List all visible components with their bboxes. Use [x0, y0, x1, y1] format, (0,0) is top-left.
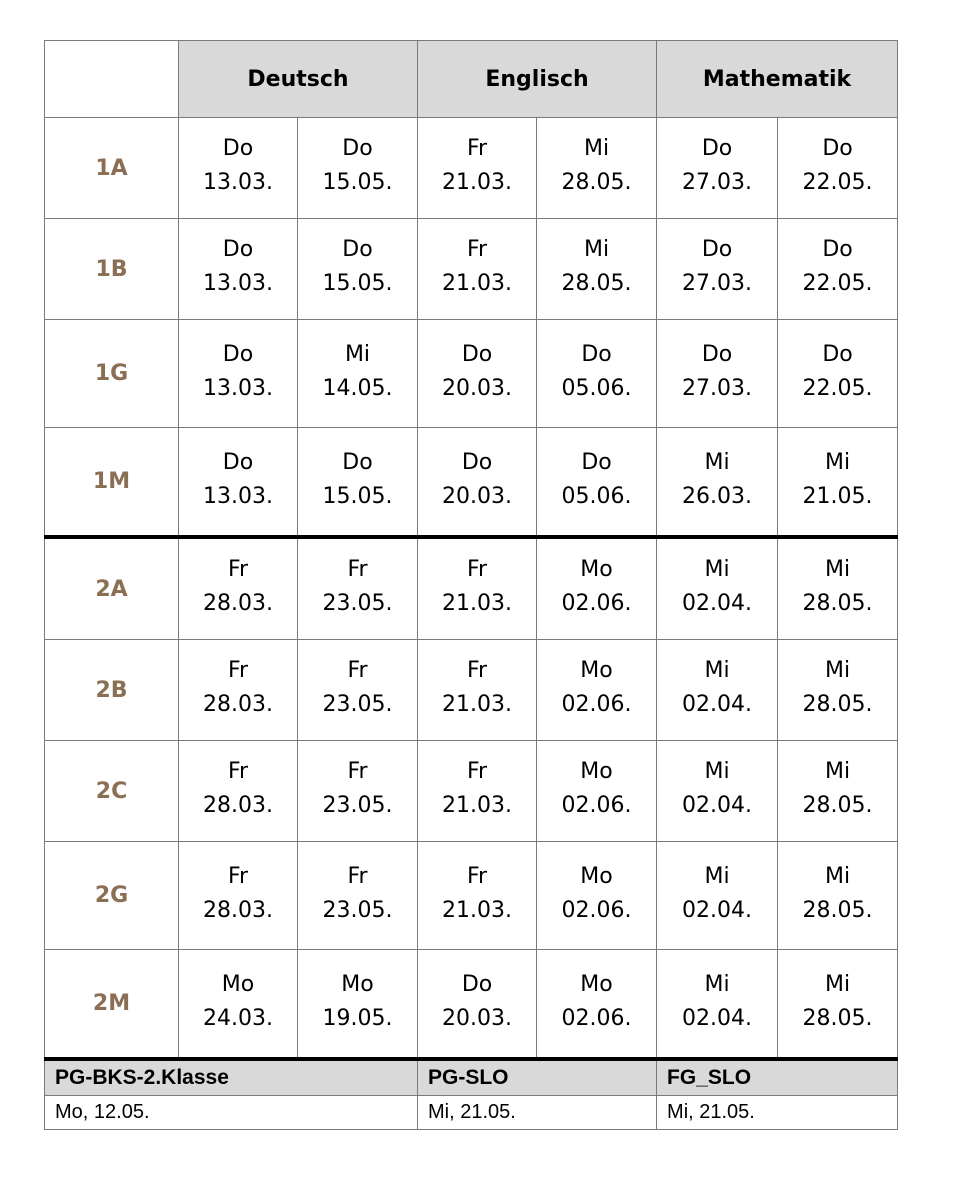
class-label: 2B [45, 640, 179, 741]
date: 20.03. [442, 1005, 512, 1031]
table-row [45, 219, 898, 320]
date: 28.03. [203, 591, 273, 616]
exam-date-cell [657, 320, 778, 428]
date: 28.05. [802, 591, 873, 616]
class-label: 2M [45, 950, 179, 1060]
exam-date-cell [778, 428, 898, 538]
exam-date-cell [298, 537, 418, 640]
table-row [45, 428, 898, 538]
weekday: Mo [580, 557, 613, 582]
date: 23.05. [322, 897, 393, 923]
class-label: 1M [45, 428, 179, 538]
weekday: Do [701, 237, 733, 262]
weekday: Do [701, 136, 733, 161]
weekday: Do [222, 341, 254, 367]
date: 02.04. [682, 591, 753, 616]
date: 27.03. [682, 271, 753, 296]
date: 23.05. [322, 692, 393, 717]
class-label: 1G [45, 320, 179, 428]
exam-date-cell [418, 428, 537, 538]
exam-date-cell [537, 320, 657, 428]
exam-date-cell [657, 428, 778, 538]
date: 21.05. [802, 483, 873, 509]
exam-date-cell [778, 118, 898, 219]
table-row [45, 950, 898, 1060]
corner-cell [45, 41, 179, 118]
date: 28.05. [802, 897, 873, 923]
date: 22.05. [802, 170, 873, 195]
weekday: Fr [466, 863, 488, 889]
date: 28.05. [802, 1005, 873, 1031]
class-label: 1A [45, 118, 179, 219]
exam-date-cell [657, 118, 778, 219]
weekday: Do [342, 136, 373, 161]
date: 02.06. [561, 1005, 632, 1031]
table-row [45, 640, 898, 741]
weekday: Mi [704, 971, 730, 997]
date: 21.03. [442, 692, 512, 717]
weekday: Fr [466, 658, 488, 683]
exam-date-cell [418, 640, 537, 741]
date: 22.05. [802, 271, 873, 296]
weekday: Mi [824, 449, 851, 475]
exam-date-cell [537, 219, 657, 320]
exam-date-cell [179, 320, 298, 428]
weekday: Do [581, 449, 612, 475]
exam-date-cell [537, 842, 657, 950]
date: 28.05. [561, 170, 632, 195]
exam-date-cell [778, 320, 898, 428]
class-label: 2C [45, 741, 179, 842]
class-label: 2A [45, 537, 179, 640]
weekday: Mo [580, 971, 613, 997]
date: 24.03. [203, 1005, 273, 1031]
subject-header: Mathematik [657, 41, 898, 118]
exam-date-cell [657, 640, 778, 741]
exam-date-cell [418, 320, 537, 428]
weekday: Do [701, 341, 733, 367]
weekday: Fr [466, 136, 488, 161]
exam-date-cell [657, 741, 778, 842]
weekday: Do [342, 237, 373, 262]
date: 05.06. [561, 483, 632, 509]
date: 28.05. [802, 692, 873, 717]
exam-date-cell [298, 320, 418, 428]
header-row [45, 41, 898, 118]
weekday: Do [342, 449, 373, 475]
footer-value: Mi, 21.05. [657, 1096, 898, 1130]
exam-date-cell [778, 640, 898, 741]
weekday: Mi [344, 341, 371, 367]
date: 15.05. [322, 170, 393, 195]
exam-date-cell [179, 428, 298, 538]
exam-date-cell [179, 537, 298, 640]
subject-header: Englisch [418, 41, 657, 118]
exam-date-cell [298, 842, 418, 950]
exam-date-cell [537, 640, 657, 741]
table-row [45, 320, 898, 428]
exam-date-cell [537, 950, 657, 1060]
date: 21.03. [442, 170, 512, 195]
footer-value: Mo, 12.05. [45, 1096, 418, 1130]
weekday: Mi [824, 863, 851, 889]
weekday: Fr [227, 557, 249, 582]
weekday: Fr [347, 863, 368, 889]
date: 05.06. [561, 375, 632, 401]
weekday: Fr [466, 237, 488, 262]
weekday: Do [822, 341, 853, 367]
class-label: 2G [45, 842, 179, 950]
weekday: Mi [824, 658, 851, 683]
exam-date-cell [537, 537, 657, 640]
weekday: Mo [580, 658, 613, 683]
date: 02.06. [561, 692, 632, 717]
schedule-body [45, 118, 898, 1060]
footer-value: Mi, 21.05. [418, 1096, 657, 1130]
exam-date-cell [778, 219, 898, 320]
date: 13.03. [203, 375, 273, 401]
weekday: Fr [347, 759, 368, 784]
exam-date-cell [418, 118, 537, 219]
footer-label: FG_SLO [657, 1059, 898, 1096]
exam-date-cell [298, 219, 418, 320]
exam-date-cell [179, 640, 298, 741]
exam-date-cell [537, 118, 657, 219]
date: 02.06. [561, 897, 632, 923]
weekday: Do [461, 449, 493, 475]
date: 21.03. [442, 271, 512, 296]
weekday: Do [222, 136, 254, 161]
weekday: Mo [580, 759, 613, 784]
weekday: Mi [704, 449, 730, 475]
weekday: Fr [347, 658, 368, 683]
exam-date-cell [657, 950, 778, 1060]
footer-value-row [45, 1096, 898, 1130]
date: 15.05. [322, 483, 393, 509]
date: 02.04. [682, 793, 753, 818]
table-row [45, 741, 898, 842]
date: 28.05. [802, 793, 873, 818]
date: 22.05. [802, 375, 873, 401]
exam-date-cell [657, 842, 778, 950]
exam-date-cell [657, 219, 778, 320]
exam-date-cell [298, 950, 418, 1060]
weekday: Do [822, 136, 853, 161]
exam-schedule-table [44, 40, 898, 1130]
date: 20.03. [442, 375, 512, 401]
date: 02.06. [561, 793, 632, 818]
date: 28.03. [203, 897, 273, 923]
exam-date-cell [179, 842, 298, 950]
weekday: Mo [580, 863, 613, 889]
exam-date-cell [179, 118, 298, 219]
exam-date-cell [778, 741, 898, 842]
subject-header: Deutsch [179, 41, 418, 118]
footer-label-row [45, 1059, 898, 1096]
weekday: Do [581, 341, 612, 367]
date: 28.03. [203, 692, 273, 717]
exam-date-cell [418, 219, 537, 320]
date: 21.03. [442, 793, 512, 818]
table-row [45, 537, 898, 640]
exam-date-cell [179, 741, 298, 842]
class-label: 1B [45, 219, 179, 320]
weekday: Mi [583, 136, 610, 161]
exam-date-cell [418, 842, 537, 950]
date: 21.03. [442, 897, 512, 923]
exam-date-cell [418, 741, 537, 842]
weekday: Fr [227, 658, 249, 683]
weekday: Mo [221, 971, 255, 997]
date: 02.06. [561, 591, 632, 616]
date: 13.03. [203, 483, 273, 509]
exam-date-cell [179, 950, 298, 1060]
date: 14.05. [322, 375, 393, 401]
exam-date-cell [537, 741, 657, 842]
weekday: Mi [583, 237, 610, 262]
date: 15.05. [322, 271, 393, 296]
date: 02.04. [682, 1005, 753, 1031]
date: 13.03. [203, 170, 273, 195]
weekday: Mi [704, 863, 730, 889]
exam-date-cell [298, 118, 418, 219]
date: 27.03. [682, 375, 753, 401]
weekday: Mi [704, 557, 730, 582]
weekday: Mi [824, 759, 851, 784]
weekday: Fr [347, 557, 368, 582]
weekday: Fr [227, 863, 249, 889]
weekday: Do [461, 341, 493, 367]
date: 02.04. [682, 692, 753, 717]
weekday: Fr [227, 759, 249, 784]
weekday: Do [222, 237, 254, 262]
weekday: Mi [824, 971, 851, 997]
date: 23.05. [322, 793, 393, 818]
date: 21.03. [442, 591, 512, 616]
footer-label: PG-SLO [418, 1059, 657, 1096]
exam-date-cell [537, 428, 657, 538]
date: 20.03. [442, 483, 512, 509]
exam-date-cell [179, 219, 298, 320]
weekday: Fr [466, 557, 488, 582]
date: 23.05. [322, 591, 393, 616]
weekday: Fr [466, 759, 488, 784]
exam-date-cell [778, 950, 898, 1060]
date: 26.03. [682, 483, 753, 509]
date: 27.03. [682, 170, 753, 195]
footer-label: PG-BKS-2.Klasse [45, 1059, 418, 1096]
date: 28.03. [203, 793, 273, 818]
table-row [45, 842, 898, 950]
weekday: Do [222, 449, 254, 475]
date: 13.03. [203, 271, 273, 296]
weekday: Mi [704, 759, 730, 784]
exam-date-cell [778, 537, 898, 640]
exam-date-cell [298, 428, 418, 538]
weekday: Mo [341, 971, 374, 997]
exam-date-cell [418, 950, 537, 1060]
date: 19.05. [322, 1005, 393, 1031]
exam-date-cell [418, 537, 537, 640]
exam-date-cell [657, 537, 778, 640]
weekday: Mi [824, 557, 851, 582]
table-row [45, 118, 898, 219]
exam-date-cell [298, 640, 418, 741]
weekday: Do [461, 971, 493, 997]
date: 02.04. [682, 897, 753, 923]
exam-date-cell [298, 741, 418, 842]
exam-date-cell [778, 842, 898, 950]
date: 28.05. [561, 271, 632, 296]
weekday: Mi [704, 658, 730, 683]
weekday: Do [822, 237, 853, 262]
